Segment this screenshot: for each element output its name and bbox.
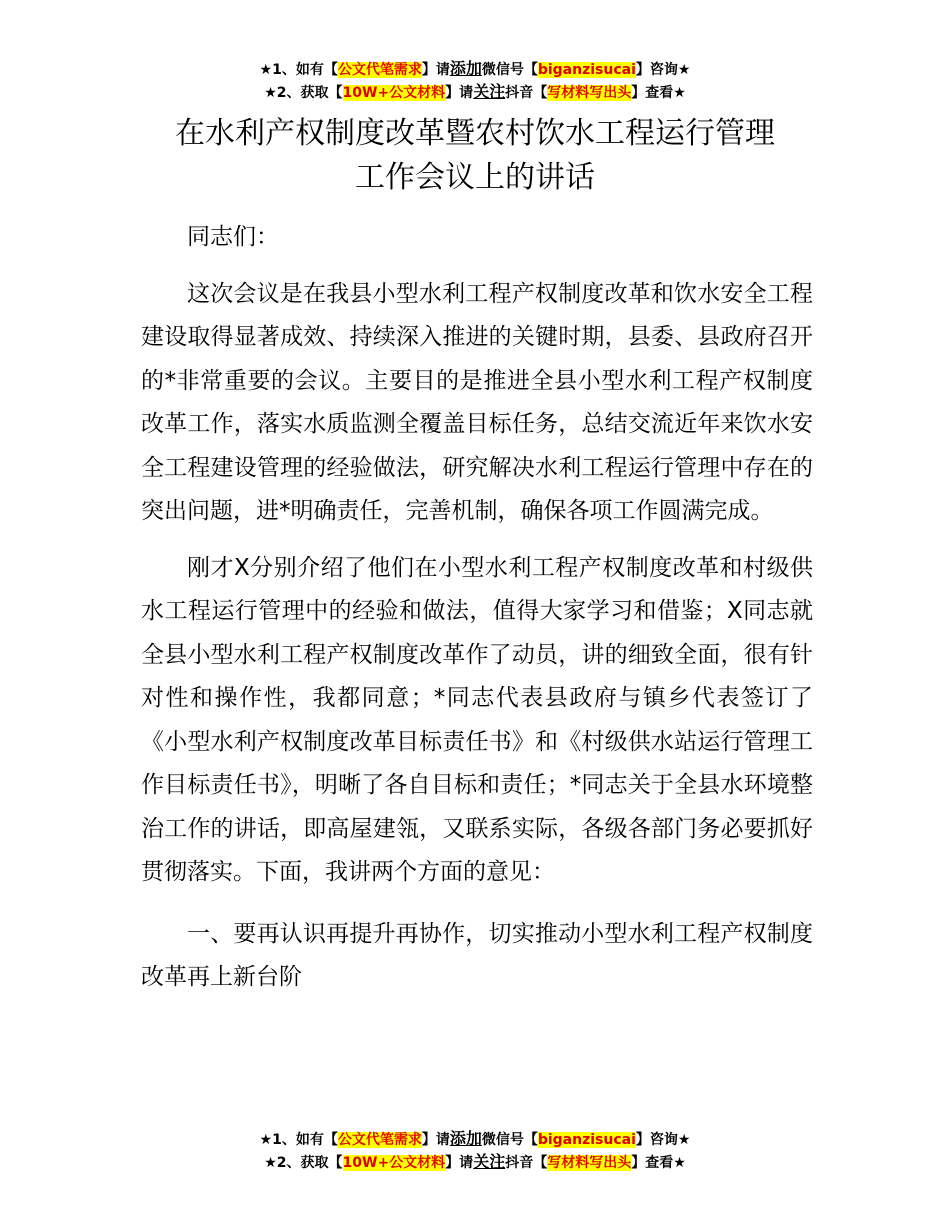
highlight-service: 公文代笔需求 [337,1132,422,1148]
highlight-douyin-id: 写材料写出头 [547,1155,632,1171]
section-heading: 一、要再认识再提升再协作，切实推动小型水利工程产权制度改革再上新台阶 [141,920,813,990]
highlight-service: 公文代笔需求 [337,62,422,78]
highlight-materials: 10W+公文材料 [342,1155,446,1171]
banner-line-1: ★1、如有【公文代笔需求】请添加微信号【biganzisucai】咨询★ [259,1129,691,1148]
paragraph: 这次会议是在我县小型水利工程产权制度改革和饮水安全工程建设取得显著成效、持续深入推进的关键时期，县委、县政府召开的*非常重要的会议。主要目的是推进全县小型水利工程产权制度改革工作，落实水质监测全覆盖目标任务，总结交流近年来饮水安全工程建设管理的经验做法，研究解决水利工程运行管理中存在的突出问题，进*明确责任，完善机制，确保各项工作圆满完成。 [141,280,813,524]
banner-line-2: ★2、获取【10W+公文材料】请关注抖音【写材料写出头】查看★ [264,1152,686,1171]
highlight-wechat-id: biganzisucai [537,1132,636,1148]
banner-line-1: ★1、如有【公文代笔需求】请添加微信号【biganzisucai】咨询★ [259,59,691,78]
highlight-wechat-id: biganzisucai [537,62,636,78]
header-banner [0,58,950,104]
highlight-douyin-id: 写材料写出头 [547,85,632,101]
highlight-materials: 10W+公文材料 [342,85,446,101]
title-line-1: 在水利产权制度改革暨农村饮水工程运行管理 [175,116,775,151]
document-title [60,112,890,200]
paragraph: 刚才X分别介绍了他们在小型水利工程产权制度改革和村级供水工程运行管理中的经验和做法，值得大家学习和借鉴；X同志就全县小型水利工程产权制度改革作了动员，讲的细致全面，很有针对性和操作性，我都同意；*同志代表县政府与镇乡代表签订了《小型水利产权制度改革目标责任书》和《村级供水站运行管理工作目标责任书》，明晰了各自目标和责任；*同志关于全县水环境整治工作的讲话，即高屋建瓴，又联系实际，各级各部门务必要抓好贯彻落实。下面，我讲两个方面的意见： [141,554,813,885]
title-line-2: 工作会议上的讲话 [355,160,595,195]
banner-line-2: ★2、获取【10W+公文材料】请关注抖音【写材料写出头】查看★ [264,82,686,101]
salutation: 同志们： [187,224,279,250]
footer-banner [0,1128,950,1174]
document-body [141,216,813,1013]
